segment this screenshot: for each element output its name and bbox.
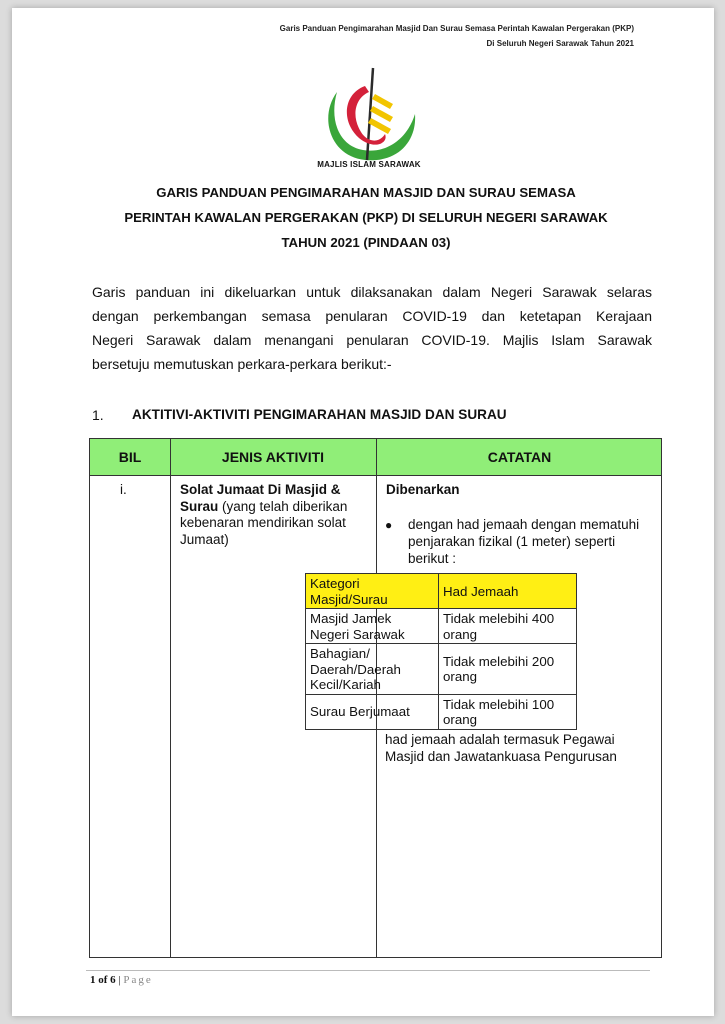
activity-note-part3: Jumaat) bbox=[180, 531, 229, 547]
limit-category: Bahagian/ Daerah/Daerah Kecil/Kariah bbox=[306, 644, 439, 695]
limit-value: Tidak melebihi 200 orang bbox=[439, 644, 577, 695]
footer-divider bbox=[86, 970, 650, 971]
limit-category: Masjid Jamek Negeri Sarawak bbox=[306, 609, 439, 644]
document-title-line2: PERINTAH KAWALAN PERGERAKAN (PKP) DI SELURUH NEGERI SARAWAK bbox=[124, 210, 608, 225]
column-divider bbox=[170, 439, 171, 957]
footer-page-label: Page bbox=[123, 974, 153, 986]
running-header-line2: Di Seluruh Negeri Sarawak Tahun 2021 bbox=[486, 39, 634, 48]
table-row bbox=[306, 694, 577, 729]
running-header-line1: Garis Panduan Pengimarahan Masjid Dan Surau Semasa Perintah Kawalan Pergerakan (PKP) bbox=[279, 24, 634, 33]
table-row bbox=[306, 644, 577, 695]
limit-value: Tidak melebihi 100 orang bbox=[439, 694, 577, 729]
activity-note-part1: (yang telah diberikan bbox=[218, 498, 348, 514]
logo-caption: MAJLIS ISLAM SARAWAK bbox=[317, 160, 421, 169]
row-status: Dibenarkan bbox=[386, 482, 460, 497]
page-number: 1 of 6 bbox=[90, 974, 116, 986]
activity-name-part2: Surau bbox=[180, 498, 219, 514]
activity-note-part2: kebenaran mendirikan solat bbox=[180, 515, 346, 530]
note-line2: Masjid dan Jawatankuasa Pengurusan bbox=[385, 749, 617, 764]
limit-category: Surau Berjumaat bbox=[306, 694, 439, 729]
footer-separator: | bbox=[115, 974, 124, 986]
column-header-catatan: CATATAN bbox=[487, 449, 552, 465]
column-header-jenis-aktiviti: JENIS AKTIVITI bbox=[221, 449, 325, 465]
column-header-bil: BIL bbox=[118, 449, 142, 465]
limit-header-had-jemaah: Had Jemaah bbox=[439, 574, 577, 609]
section-number: 1. bbox=[92, 407, 104, 423]
limit-header-category: Kategori Masjid/Surau bbox=[306, 574, 439, 609]
document-page bbox=[12, 8, 714, 1016]
table-row bbox=[306, 609, 577, 644]
row-activity bbox=[180, 482, 372, 548]
activity-name-part1: Solat Jumaat Di Masjid & bbox=[180, 482, 341, 497]
congregation-limit-table bbox=[305, 573, 577, 730]
intro-paragraph-line1: Garis panduan ini dikeluarkan untuk dilaksanakan dalam Negeri Sarawak selaras bbox=[92, 284, 652, 300]
limit-table-header bbox=[306, 574, 577, 609]
document-title-line3: TAHUN 2021 (PINDAAN 03) bbox=[281, 235, 451, 250]
note-line1: had jemaah adalah termasuk Pegawai bbox=[385, 732, 615, 747]
row-bil: i. bbox=[120, 482, 127, 497]
logo-spear bbox=[367, 68, 373, 160]
intro-paragraph-line3: Negeri Sarawak dalam menangani penularan COVID-19. Majlis Islam Sarawak bbox=[92, 332, 652, 348]
limit-value: Tidak melebihi 400 orang bbox=[439, 609, 577, 644]
intro-paragraph-line2: dengan perkembangan semasa penularan COVID-19 dan ketetapan Kerajaan bbox=[92, 308, 652, 324]
bullet-text-line3: berikut : bbox=[408, 551, 457, 566]
document-title-line1: GARIS PANDUAN PENGIMARAHAN MASJID DAN SURAU SEMASA bbox=[156, 185, 576, 200]
section-title: AKTITIVI-AKTIVITI PENGIMARAHAN MASJID DAN SURAU bbox=[132, 407, 507, 422]
page-footer bbox=[90, 974, 153, 986]
bullet-text-line2: penjarakan fizikal (1 meter) seperti bbox=[408, 534, 616, 549]
bullet-dot: ● bbox=[385, 518, 393, 532]
bullet-text-line1: dengan had jemaah dengan mematuhi bbox=[408, 517, 640, 532]
intro-paragraph-line4: bersetuju memutuskan perkara-perkara berikut:- bbox=[92, 356, 392, 372]
